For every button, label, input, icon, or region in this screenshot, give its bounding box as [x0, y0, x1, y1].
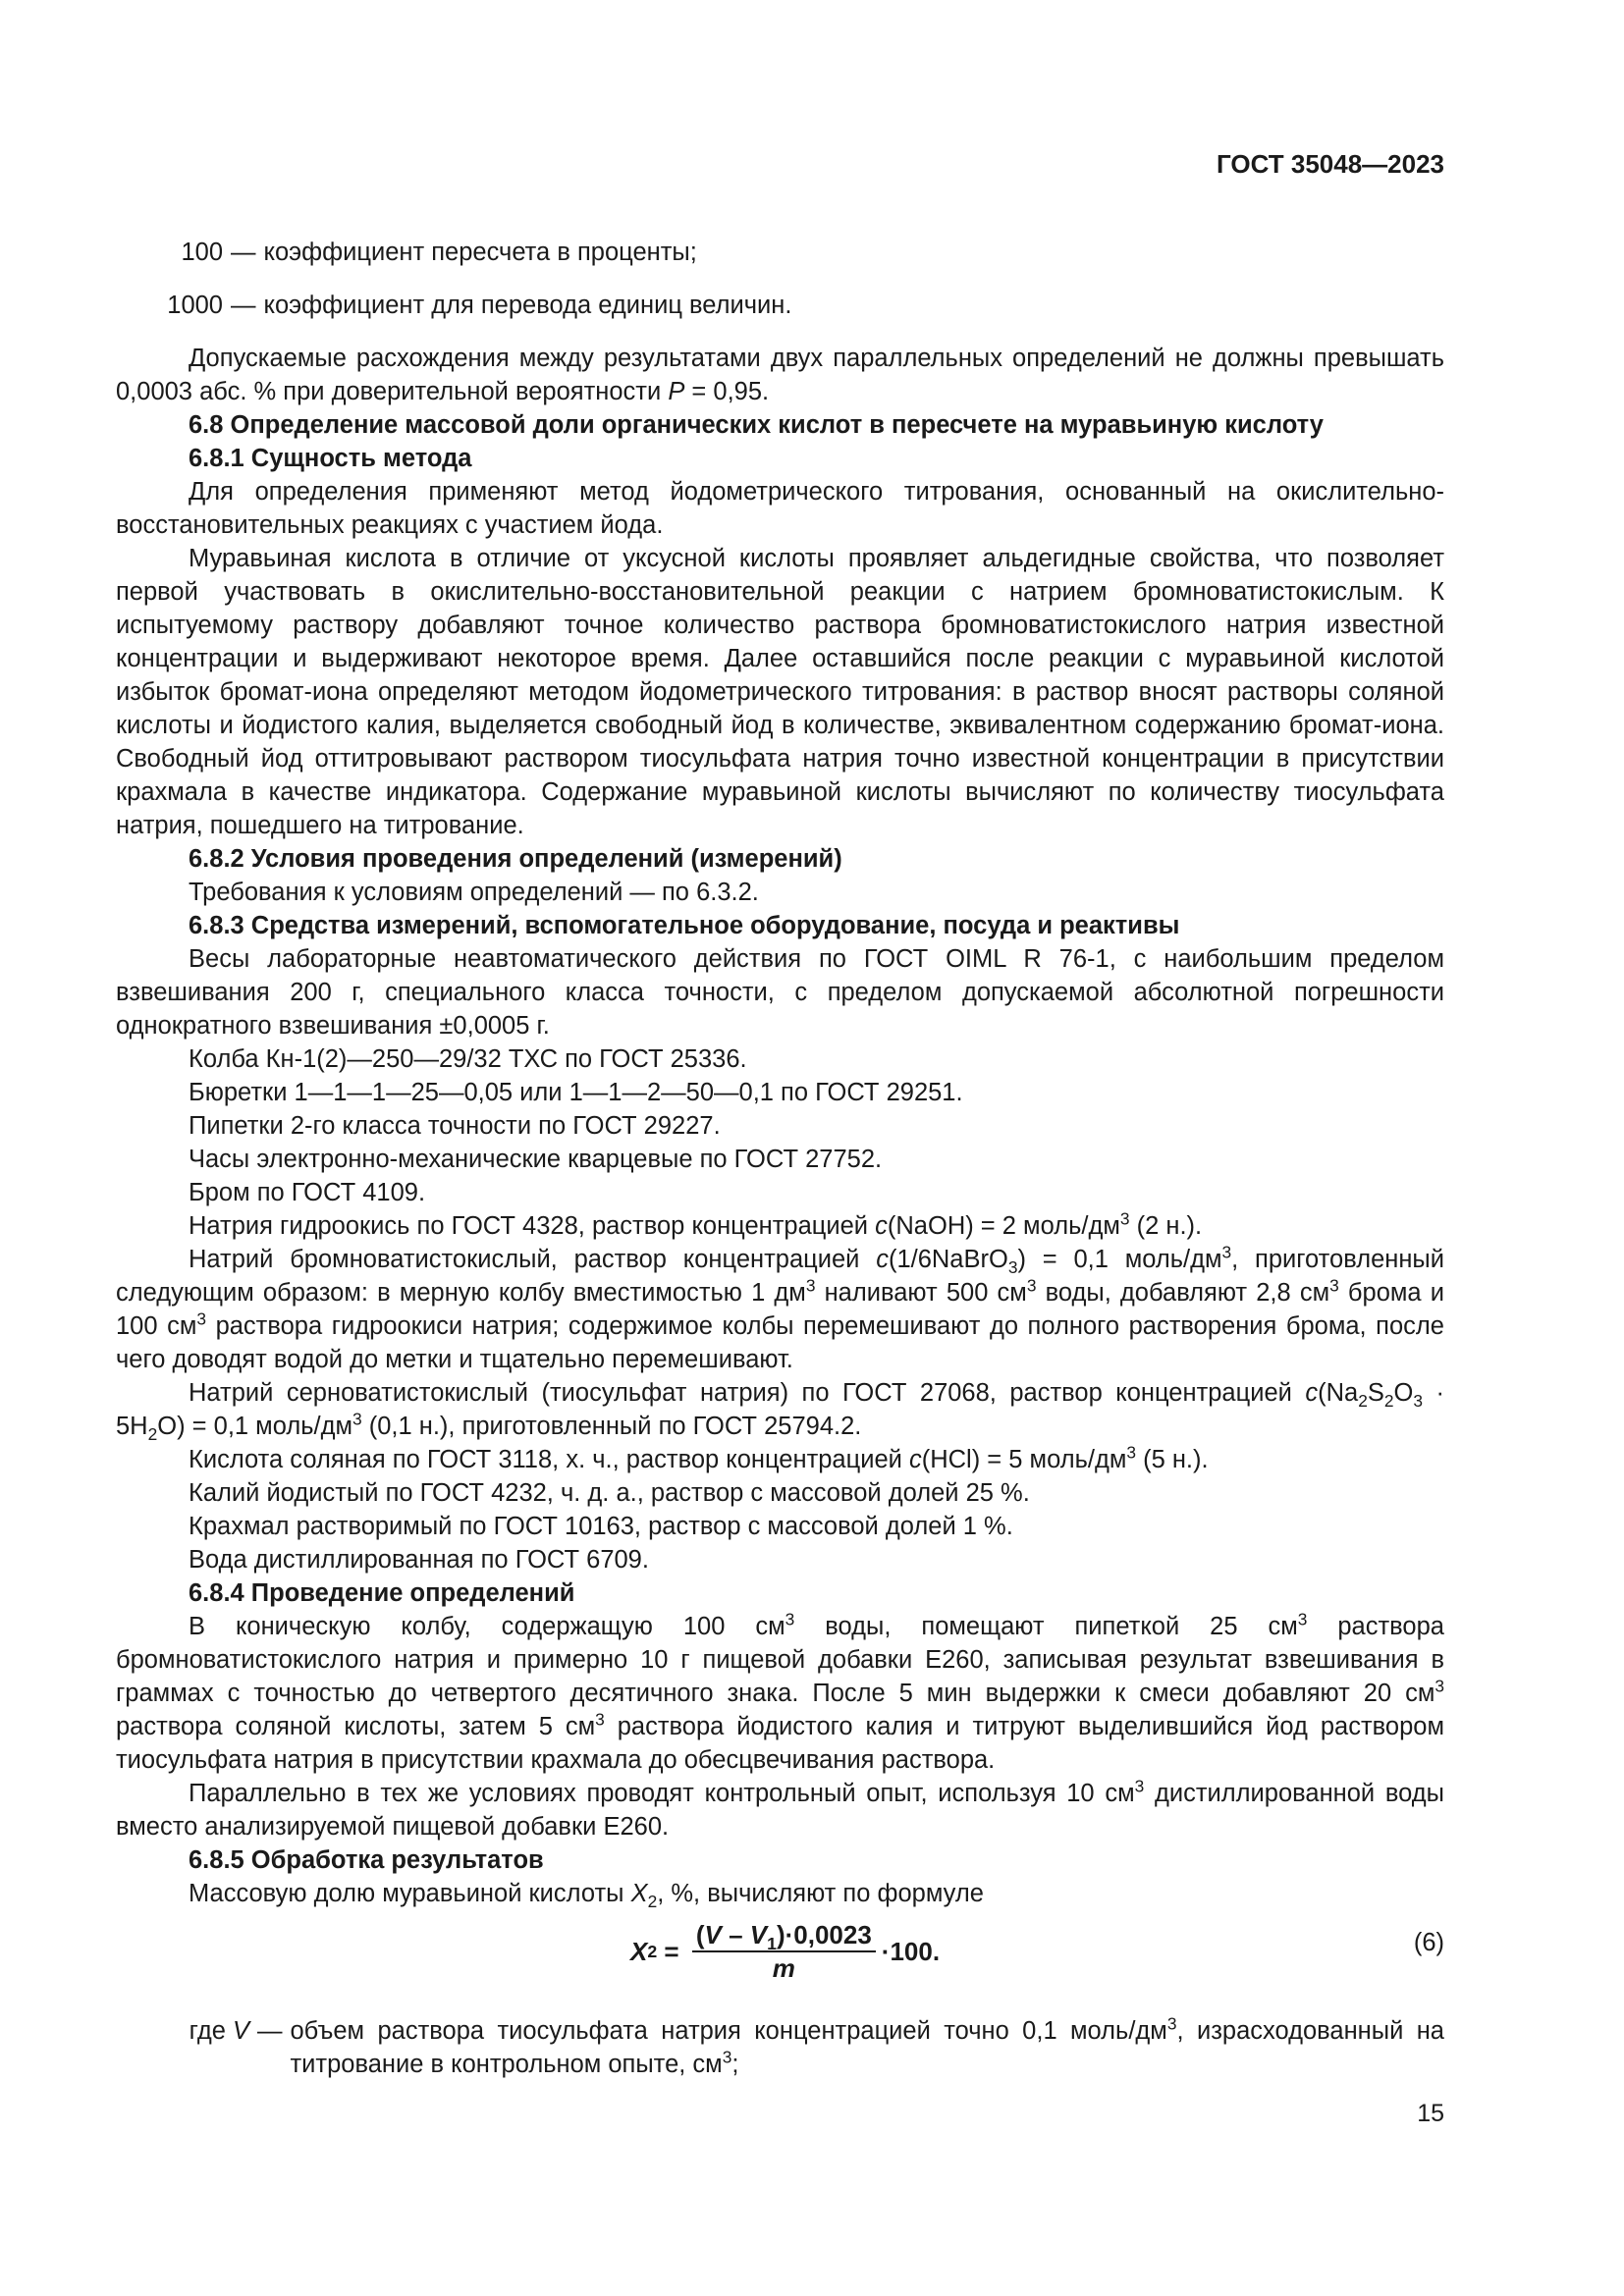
section-heading-6-8-1: 6.8.1 Сущность метода: [189, 445, 472, 472]
where-text: объем раствора тиосульфата натрия концентрацией точно 0,1 моль/$дм^3$, израсходованный на титрование в контрольном опыте, $см^3$;: [290, 2013, 1444, 2078]
paragraph-scales: Весы лабораторные неавтоматического действия по ГОСТ OIML R 76-1, с наибольшим пределом взвешивания 200 г, специального класса точности, с пределом допускаемой абсолютной погрешности однократного взвешивания ±0,0005 г.: [116, 945, 1444, 1040]
paragraph-conditions: Требования к условиям определений — по 6.3.2.: [189, 879, 759, 906]
paragraph-thiosulfate: Натрий серноватистокислый (тиосульфат натрия) по ГОСТ 27068, раствор концентрацией $c(Na_2S_2O_3 \cdot 5H_2O) = 0,1$ моль/$дм^3$ (0,1 н.), приготовленный по ГОСТ 25794.2.: [116, 1379, 1444, 1445]
formula-numerator: $(V - V_1)\cdot 0,0023$: [692, 1919, 876, 1952]
definition-symbol: 1000: [167, 292, 223, 319]
paragraph-water: Вода дистиллированная по ГОСТ 6709.: [189, 1546, 649, 1574]
definition-100: [116, 236, 1444, 269]
formula-expression: X 2 = $\frac{(V - V_1)\cdot 0,0023}{m}$ ·100.: [630, 1920, 941, 1983]
formula-fraction: [692, 1919, 876, 1984]
page-number: 15: [1417, 2100, 1444, 2127]
standard-header: ГОСТ 35048—2023: [1217, 149, 1444, 179]
paragraph-burettes: Бюретки 1—1—1—25—0,05 или 1—1—2—50—0,1 по ГОСТ 29251.: [189, 1079, 963, 1106]
where-clause: [116, 2014, 1444, 2081]
paragraph-method-2: Муравьиная кислота в отличие от уксусной кислоты проявляет альдегидные свойства, что позволяет первой участвовать в окислительно-восстановительной реакции с натрием бромноватистокислым. К испытуемому раствору добавляют точное количество раствора бромноватистокислого натрия известной концентрации и выдерживают некоторое время. Далее оставшийся после реакции с муравьиной кислотой избыток бромат-иона определяют методом йодометрического титрования: в раствор вносят растворы соляной кислоты и йодистого калия, выделяется свободный йод в количестве, эквивалентном содержанию бромат-иона. Свободный йод оттитровывают раствором тиосульфата натрия точно известной концентрации в присутствии крахмала в качестве индикатора. Содержание муравьиной кислоты вычисляют по количеству тиосульфата натрия, пошедшего на титрование.: [116, 545, 1444, 839]
paragraph-nabro3: Натрий бромноватистокислый, раствор концентрацией c(1/6NaBrO$_3$) = 0,1 моль/$дм^3$, приготовленный следующим образом: в мерную колбу вместимостью 1 $дм^3$ наливают 500 $см^3$ воды, добавляют 2,8 $см^3$ брома и 100 $см^3$ раствора гидроокиси натрия; содержимое колбы перемешивают до полного растворения брома, после чего доводят водой до метки и тщательно перемешивают.: [116, 1242, 1444, 1373]
paragraph-hcl: Кислота соляная по ГОСТ 3118, х. ч., раствор концентрацией c(HCl) = 5 моль/$дм^3$ (5 н.).: [189, 1442, 1209, 1473]
section-heading-6-8: 6.8 Определение массовой доли органических кислот в пересчете на муравьиную кислоту: [189, 411, 1324, 439]
formula-6: [116, 1914, 1444, 1993]
equation-number: (6): [1413, 1929, 1444, 1956]
section-heading-6-8-5: 6.8.5 Обработка результатов: [189, 1846, 544, 1874]
definition-dash: —: [231, 239, 256, 266]
where-dash: —: [257, 2017, 283, 2045]
paragraph-bromine: Бром по ГОСТ 4109.: [189, 1179, 426, 1206]
paragraph-clock: Часы электронно-механические кварцевые по ГОСТ 27752.: [189, 1146, 883, 1173]
paragraph-pipettes: Пипетки 2-го класса точности по ГОСТ 29227.: [189, 1112, 721, 1140]
paragraph-procedure-1: В коническую колбу, содержащую 100 $см^3$ воды, помещают пипеткой 25 $см^3$ раствора бромноватистокислого натрия и примерно 10 г пищевой добавки Е260, записывая результат взвешивания в граммах с точностью до четвертого десятичного знака. После 5 мин выдержки к смеси добавляют 20 $см^3$ раствора соляной кислоты, затем 5 $см^3$ раствора йодистого калия и титруют выделившийся йод раствором тиосульфата натрия в присутствии крахмала до обесцвечивания раствора.: [116, 1609, 1444, 1774]
formula-denominator: m: [772, 1953, 795, 1983]
where-symbol: где V: [189, 2017, 249, 2045]
paragraph-procedure-2: Параллельно в тех же условиях проводят контрольный опыт, используя 10 $см^3$ дистиллированной воды вместо анализируемой пищевой добавки Е260.: [116, 1776, 1444, 1841]
definition-dash: —: [231, 292, 256, 319]
paragraph-flask: Колба Кн-1(2)—250—29/32 ТХС по ГОСТ 25336.: [189, 1045, 747, 1073]
paragraph-method-1: Для определения применяют метод йодометрического титрования, основанный на окислительно-восстановительных реакциях с участием йода.: [116, 478, 1444, 539]
page-content: [116, 236, 1444, 2081]
definition-1000: [116, 289, 1444, 322]
definition-symbol: 100: [181, 239, 223, 266]
paragraph-results: Массовую долю муравьиной кислоты $X_2$, %, вычисляют по формуле: [189, 1880, 984, 1912]
paragraph-naoh: Натрия гидроокись по ГОСТ 4328, раствор концентрацией c(NaOH) = 2 моль/$дм^3$ (2 н.).: [189, 1208, 1203, 1240]
paragraph-discrepancy: Допускаемые расхождения между результатами двух параллельных определений не должны превышать 0,0003 абс. % при доверительной вероятности P = 0,95.: [116, 345, 1444, 405]
section-heading-6-8-2: 6.8.2 Условия проведения определений (измерений): [189, 845, 842, 873]
definition-text: коэффициент пересчета в проценты;: [263, 239, 697, 266]
paragraph-starch: Крахмал растворимый по ГОСТ 10163, раствор с массовой долей 1 %.: [189, 1513, 1013, 1540]
paragraph-ki: Калий йодистый по ГОСТ 4232, ч. д. а., раствор с массовой долей 25 %.: [189, 1479, 1030, 1507]
section-heading-6-8-4: 6.8.4 Проведение определений: [189, 1579, 575, 1607]
definition-text: коэффициент для перевода единиц величин.: [263, 292, 792, 319]
section-heading-6-8-3: 6.8.3 Средства измерений, вспомогательное оборудование, посуда и реактивы: [189, 912, 1180, 939]
